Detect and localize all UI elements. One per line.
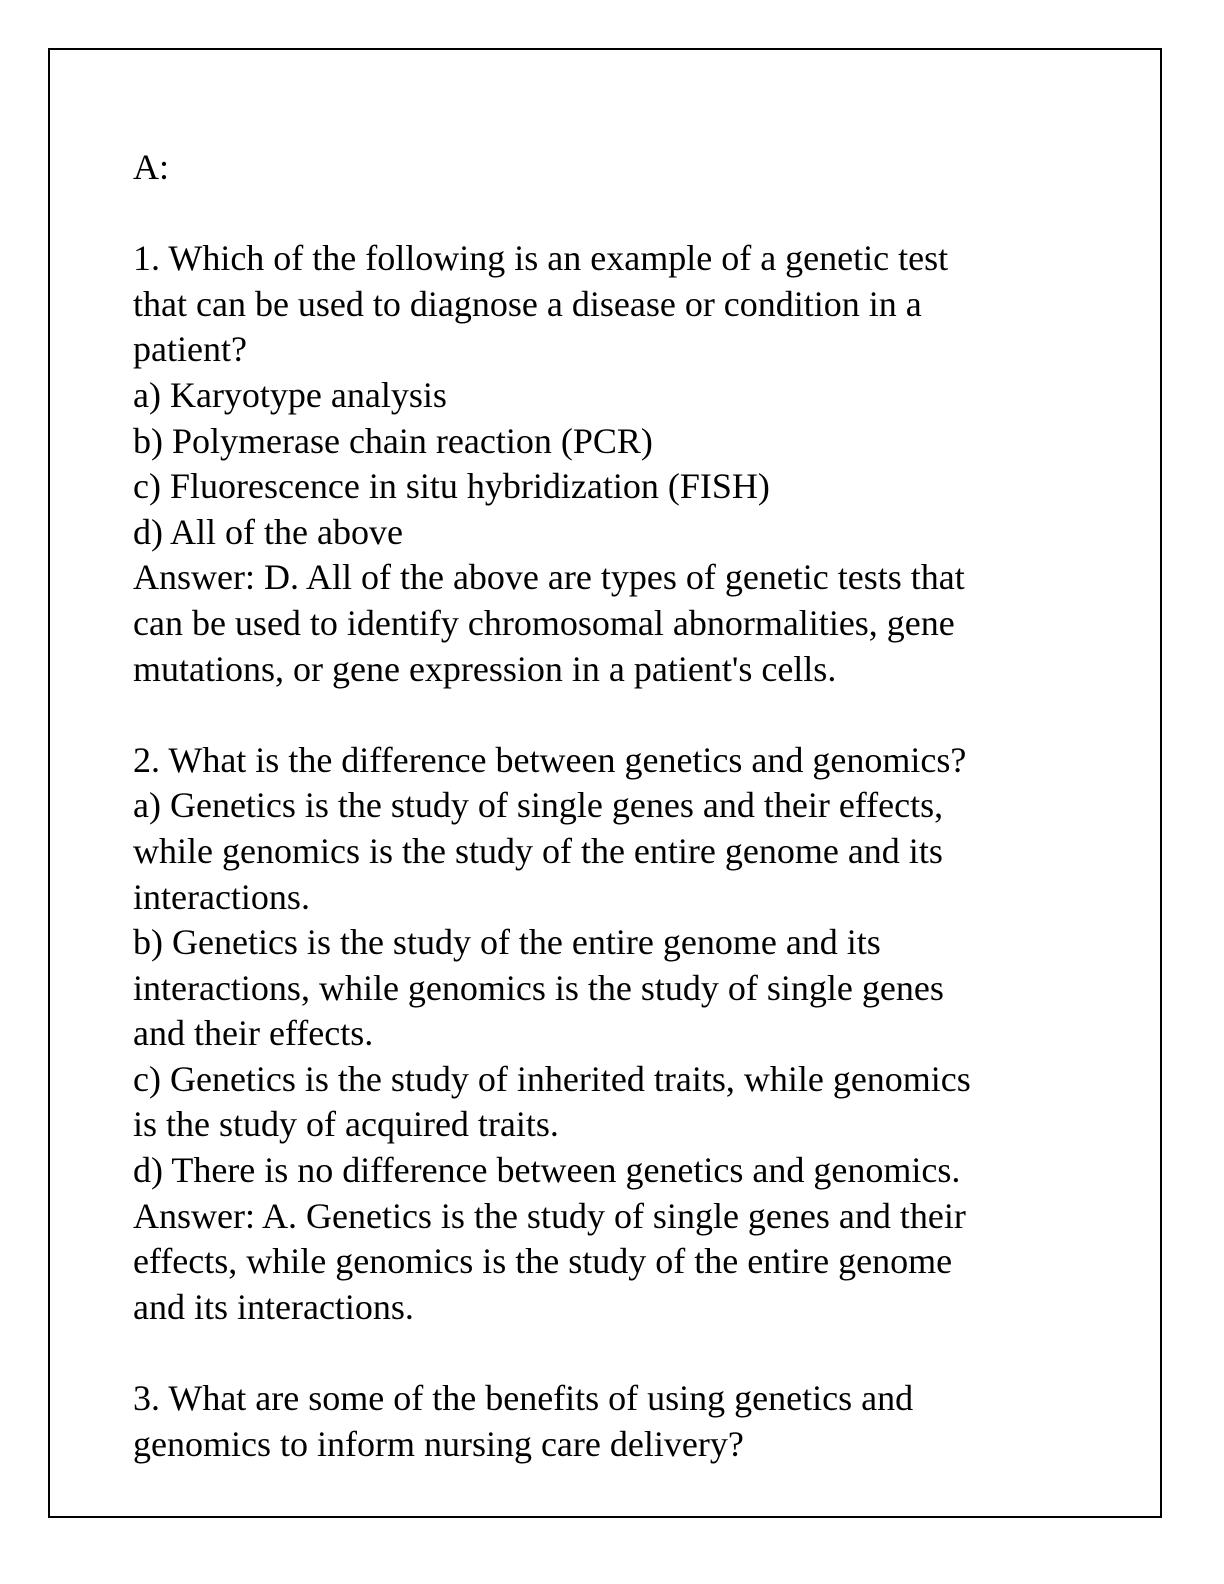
answer-option: and their effects.	[133, 1013, 374, 1054]
answer-explanation: effects, while genomics is the study of the entire genome	[133, 1241, 953, 1282]
question-text: that can be used to diagnose a disease or condition in a	[133, 283, 922, 324]
answer-option: while genomics is the study of the entire genome and its	[133, 830, 943, 871]
answer-option: c) Fluorescence in situ hybridization (FISH)	[133, 466, 770, 507]
answer-option: b) Polymerase chain reaction (PCR)	[133, 420, 653, 461]
spacer	[133, 191, 1093, 237]
question-text: 1. Which of the following is an example of a genetic test	[133, 238, 949, 279]
answer-explanation: can be used to identify chromosomal abnormalities, gene	[133, 602, 955, 643]
question-text: 3. What are some of the benefits of using genetics and	[133, 1378, 914, 1419]
answer-explanation: Answer: A. Genetics is the study of single genes and their	[133, 1195, 966, 1236]
answer-option: interactions.	[133, 876, 310, 917]
section-label: A:	[133, 147, 169, 187]
document-body	[133, 145, 1093, 1467]
answer-option: d) There is no difference between genetics and genomics.	[133, 1150, 961, 1191]
answer-option: c) Genetics is the study of inherited traits, while genomics	[133, 1058, 971, 1099]
question-block-3	[133, 1376, 1093, 1467]
answer-option: interactions, while genomics is the study of single genes	[133, 967, 944, 1008]
answer-option: b) Genetics is the study of the entire genome and its	[133, 922, 881, 963]
answer-option: d) All of the above	[133, 511, 403, 552]
answer-explanation: and its interactions.	[133, 1286, 414, 1327]
answer-option: is the study of acquired traits.	[133, 1104, 559, 1145]
question-text: 2. What is the difference between genetics and genomics?	[133, 739, 967, 780]
answer-explanation: Answer: D. All of the above are types of genetic tests that	[133, 557, 965, 598]
question-block-1	[133, 236, 1093, 692]
question-block-2	[133, 738, 1093, 1331]
answer-option: a) Genetics is the study of single genes and their effects,	[133, 785, 944, 826]
answer-option: a) Karyotype analysis	[133, 374, 447, 415]
spacer	[133, 1330, 1093, 1376]
question-text: patient?	[133, 329, 247, 370]
answer-explanation: mutations, or gene expression in a patient's cells.	[133, 648, 837, 689]
spacer	[133, 692, 1093, 738]
question-text: genomics to inform nursing care delivery?	[133, 1423, 744, 1464]
